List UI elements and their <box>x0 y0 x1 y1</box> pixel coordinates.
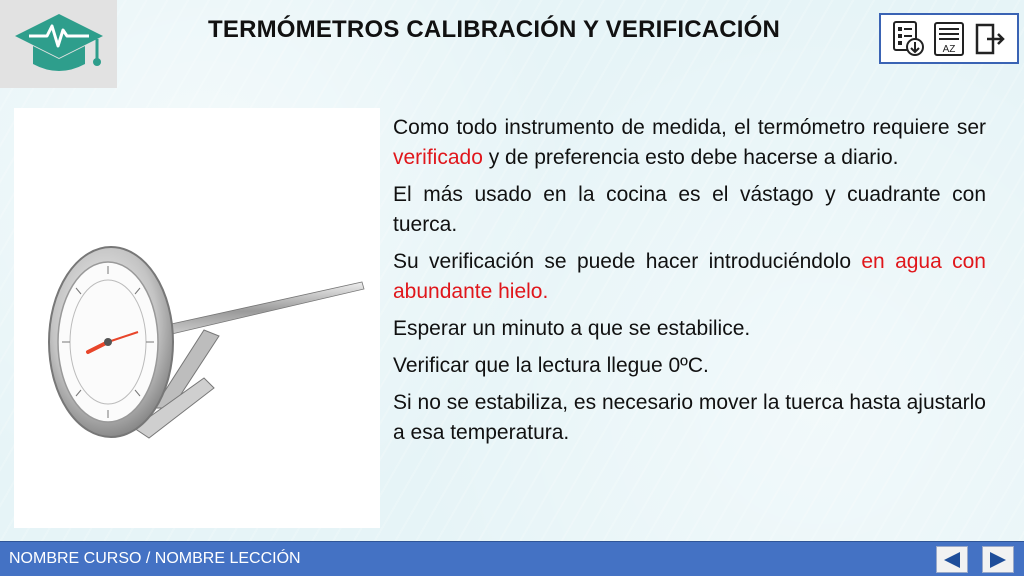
footer-bar <box>0 541 1024 576</box>
thermometer-image <box>14 108 380 528</box>
download-button[interactable] <box>890 19 926 59</box>
paragraph-3 <box>393 247 986 307</box>
paragraph-3-text: Su verificación se puede hacer introduciéndolo <box>393 250 862 273</box>
page-title: TERMÓMETROS CALIBRACIÓN Y VERIFICACIÓN <box>208 16 781 43</box>
graduation-cap-heartbeat-icon <box>11 8 107 80</box>
triangle-left-icon <box>940 550 964 570</box>
paragraph-5: Verificar que la lectura llegue 0ºC. <box>393 354 709 377</box>
next-button[interactable] <box>982 546 1014 573</box>
exit-door-icon <box>973 20 1007 58</box>
paragraph-1 <box>393 113 986 173</box>
glossary-az-icon <box>932 20 966 58</box>
breadcrumb: NOMBRE CURSO / NOMBRE LECCIÓN <box>9 550 301 567</box>
triangle-right-icon <box>986 550 1010 570</box>
paragraph-4: Esperar un minuto a que se estabilice. <box>393 317 751 340</box>
paragraph-2: El más usado en la cocina es el vástago y cuadrante con tuerca. <box>393 183 986 236</box>
glossary-az-label: AZ <box>942 43 956 55</box>
highlight-agua-hielo: en agua con abundante hielo. <box>393 250 986 303</box>
paragraph-1-text-b: y de preferencia esto debe hacerse a diario. <box>482 146 899 169</box>
highlight-verificado: verificado <box>393 146 483 169</box>
document-download-icon <box>891 20 925 58</box>
toolbar <box>879 13 1019 64</box>
previous-button[interactable] <box>936 546 968 573</box>
glossary-button[interactable] <box>931 19 967 59</box>
paragraph-6: Si no se estabiliza, es necesario mover la tuerca hasta ajustarlo a esa temperatura. <box>393 391 986 444</box>
paragraph-1-text-a: Como todo instrumento de medida, el termómetro requiere ser <box>393 116 986 139</box>
exit-button[interactable] <box>972 19 1008 59</box>
logo <box>0 0 117 88</box>
content-text <box>393 113 986 455</box>
dial-thermometer-icon <box>14 108 380 528</box>
